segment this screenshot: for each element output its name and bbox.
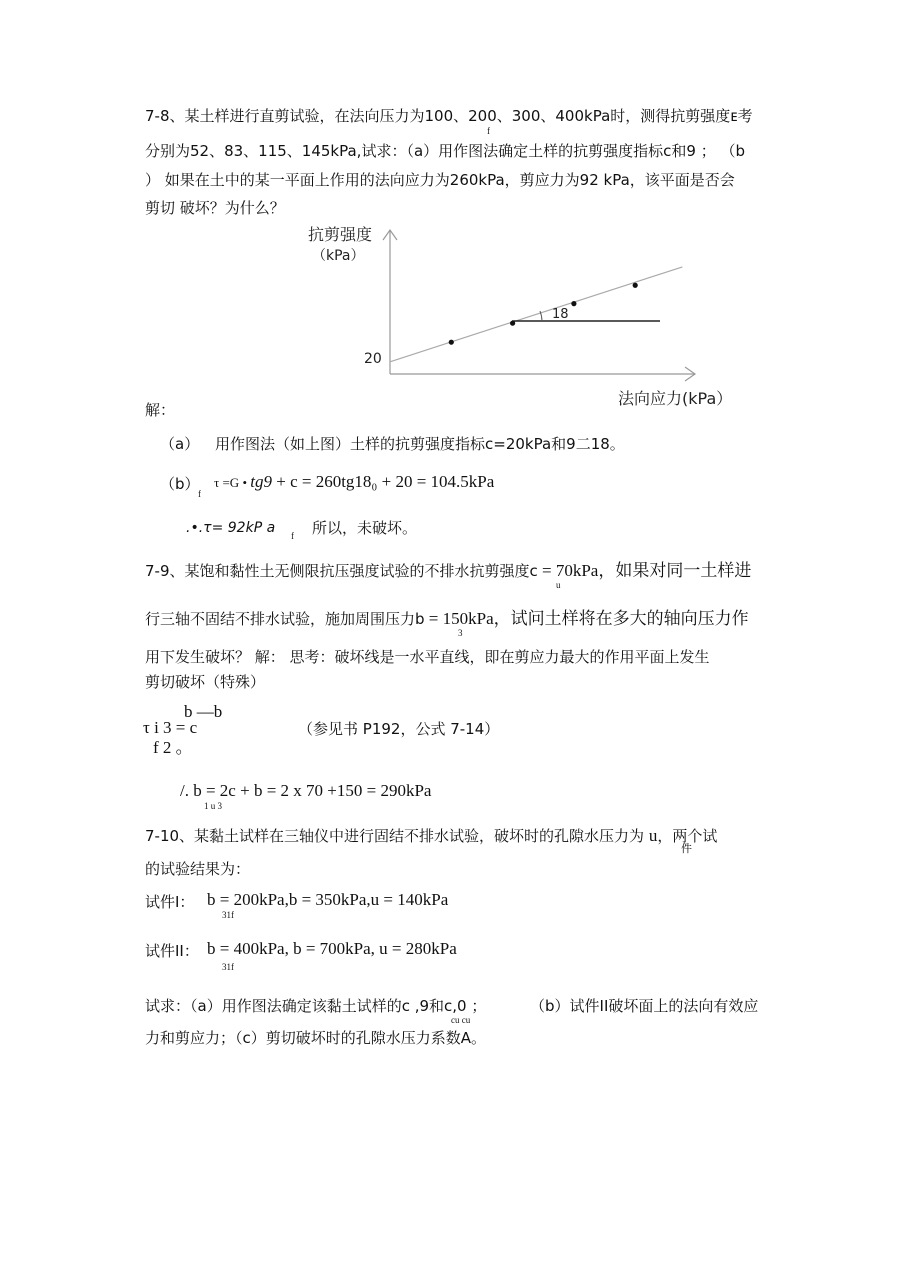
specimen2-label: 试件II： — [145, 942, 199, 960]
p710-line1-a: 7-10、某黏土试样在三轴仪中进行固结不排水试验，破坏时的孔隙水压力为 — [145, 827, 649, 845]
solution-a-text: 用作图法（如上图）土样的抗剪强度指标c=20kPa和9二18。 — [215, 435, 625, 453]
p79-line2-a: 行三轴不固结不排水试验，施加周围压力b — [145, 610, 425, 628]
specimen2-sub: 31f — [222, 962, 234, 972]
problem-7-10-u-sub: 件 — [681, 843, 692, 855]
formula1-ref: （参见书 P192，公式 7-14） — [298, 720, 500, 738]
formula1-bottom: f 2 。 — [153, 738, 193, 757]
problem-7-10-ask-sub: cu cu — [451, 1015, 471, 1025]
intercept-label: 20 — [364, 351, 382, 367]
p79-line2-b: = 150kPa，试问土样将在多大的轴向压力作 — [424, 609, 749, 628]
solution-b-sub: f — [198, 489, 201, 499]
formula1-left: τ i 3 = c — [143, 718, 198, 737]
problem-7-9-line1-sub: u — [556, 580, 561, 590]
problem-7-8-line2: 分别为52、83、115、145kPa,试求：（a）用作图法确定土样的抗剪强度指标c和9 ； （b — [145, 142, 745, 160]
chart-xlabel: 法向应力(kPa） — [618, 389, 733, 408]
data-point — [449, 340, 454, 345]
problem-7-9-line2-sub: 3 — [458, 628, 463, 638]
problem-7-10-ask-a: 试求：（a）用作图法确定该黏土试样的c ,9和c,0 ； — [145, 997, 487, 1015]
conclusion-sub: f — [291, 531, 294, 541]
angle-label: 18 — [552, 307, 569, 322]
problem-7-10-line2: 的试验结果为： — [145, 860, 251, 878]
problem-7-10-ask-line2: 力和剪应力；（c）剪切破坏时的孔隙水压力系数A。 — [145, 1029, 487, 1047]
problem-7-9-line4: 剪切破坏（特殊） — [145, 673, 266, 691]
problem-7-8-line4: 剪切 破坏？为什么？ — [145, 199, 285, 217]
problem-7-8-line1: 7-8、某土样进行直剪试验，在法向压力为100、200、300、400kPa时，测得抗剪强度ᴇ考 — [145, 107, 753, 125]
conclusion-text: 所以，未破坏。 — [312, 519, 418, 537]
specimen2-formula: b = 400kPa, b = 700kPa, u = 280kPa — [207, 939, 457, 958]
specimen1-formula: b = 200kPa,b = 350kPa,u = 140kPa — [207, 890, 449, 909]
formula2: /. b = 2c + b = 2 x 70 +150 = 290kPa — [180, 781, 432, 800]
p79-line1-b: = 70kPa，如果对同一土样进 — [537, 561, 752, 580]
solution-b-formula — [214, 472, 494, 493]
specimen1-sub: 31f — [222, 910, 234, 920]
p79-line1-a: 7-9、某饱和黏性土无侧限抗压强度试验的不排水抗剪强度c — [145, 562, 538, 580]
problem-7-9-line1 — [145, 561, 751, 581]
chart-ylabel-unit: （kPa） — [312, 248, 365, 264]
problem-7-8-line1-sub: f — [487, 126, 490, 136]
formula-rest: + c = 260tg18₀ + 20 = 104.5kPa — [271, 472, 495, 491]
formula1-top: b —b — [184, 702, 223, 721]
problem-7-9-line2 — [145, 609, 749, 629]
formula-lead: τ =G • — [214, 475, 251, 490]
chart-ylabel: 抗剪强度 — [308, 225, 373, 244]
data-point — [571, 301, 576, 306]
p710-line1-b: ，两个试 — [657, 827, 718, 845]
p710-u: u — [648, 826, 658, 845]
problem-7-9-line3: 用下发生破坏？ 解： 思考：破坏线是一水平直线，即在剪应力最大的作用平面上发生 — [145, 648, 710, 666]
problem-7-8-line3: ） 如果在土中的某一平面上作用的法向应力为260kPa，剪应力为92 kPa，该平面是否会 — [145, 171, 735, 189]
specimen1-label: 试件I： — [145, 893, 195, 911]
shear-strength-chart — [290, 220, 733, 420]
problem-7-10-ask-b: （b）试件II破坏面上的法向有效应 — [530, 997, 759, 1015]
formula-tg: tg9 — [250, 472, 272, 491]
solution-jie: 解： — [145, 401, 176, 419]
data-point — [510, 321, 515, 326]
problem-7-10-line1 — [145, 826, 717, 846]
solution-b-label: （b） — [160, 475, 200, 493]
formula2-sub: 1 u 3 — [204, 801, 222, 811]
conclusion-formula: .•.τ= 92kP a — [186, 520, 276, 536]
fit-line — [390, 267, 682, 362]
solution-a-label: （a） — [160, 435, 200, 453]
data-point — [633, 283, 638, 288]
